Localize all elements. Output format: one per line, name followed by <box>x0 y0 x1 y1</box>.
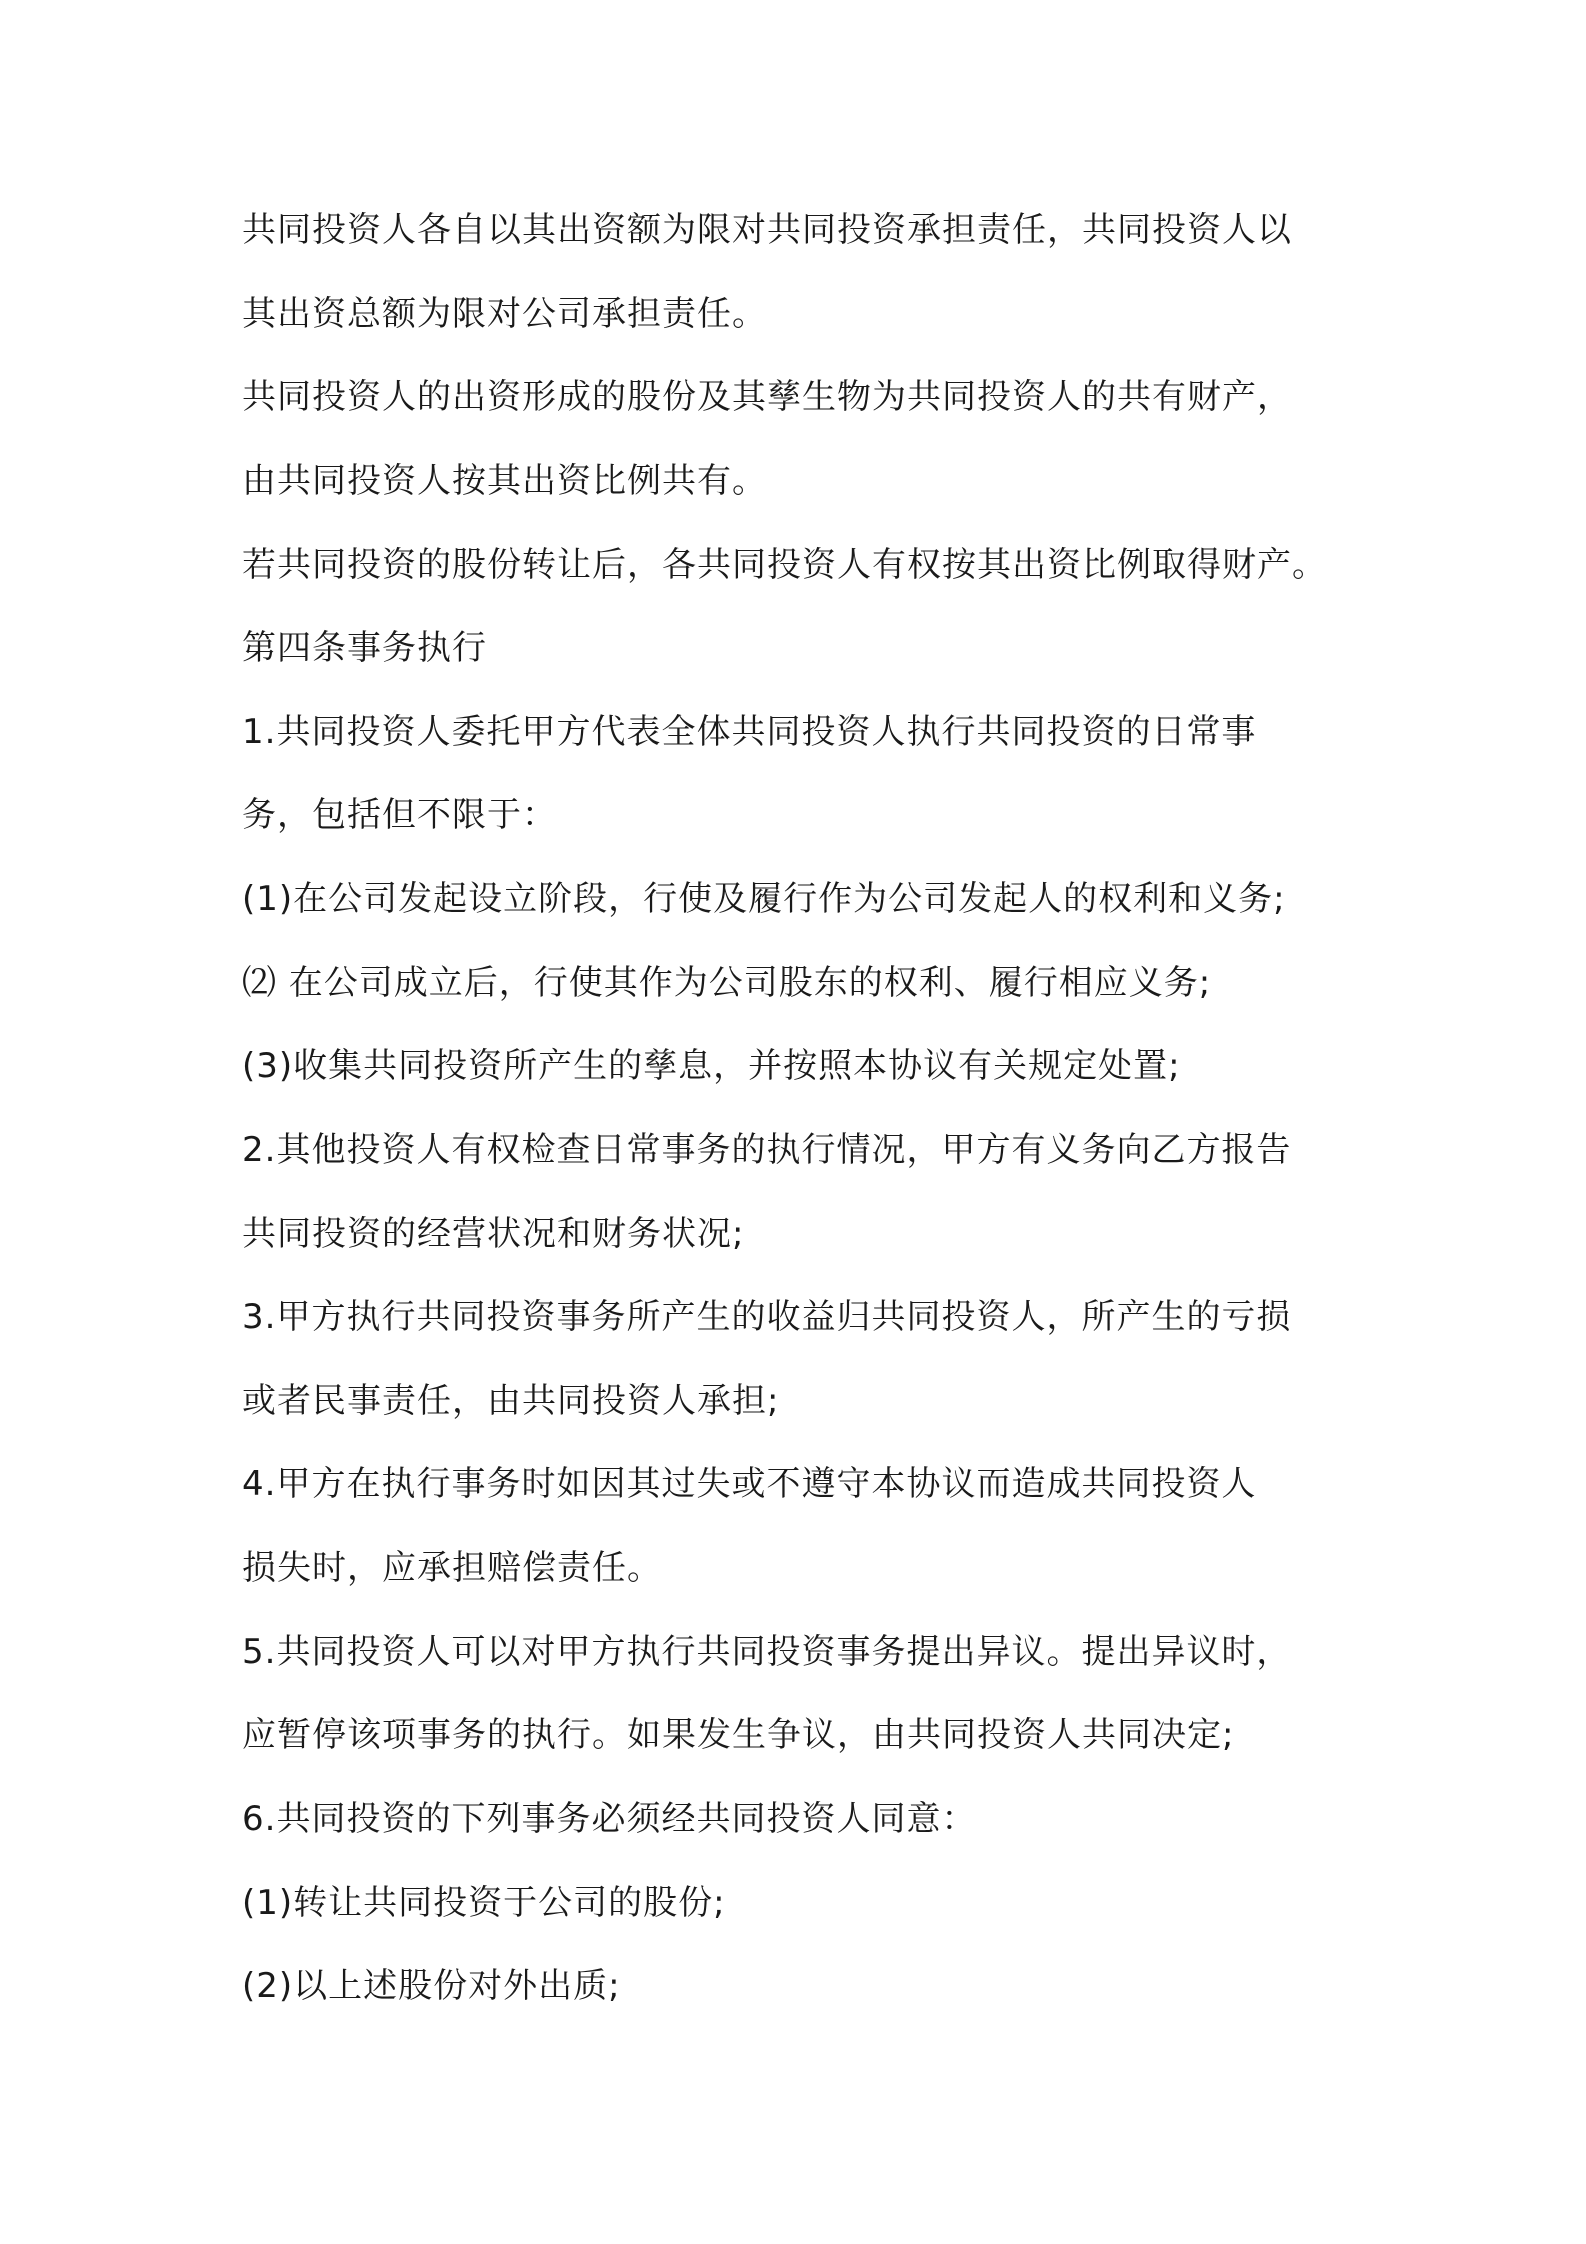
text-line: 共同投资人的出资形成的股份及其孳生物为共同投资人的共有财产， <box>242 377 1292 417</box>
text-line: 由共同投资人按其出资比例共有。 <box>242 461 767 501</box>
text-line: (1)在公司发起设立阶段，行使及履行作为公司发起人的权利和义务; <box>242 879 1286 919</box>
text-line: 4.甲方在执行事务时如因其过失或不遵守本协议而造成共同投资人 <box>242 1464 1257 1504</box>
text-line: 5.共同投资人可以对甲方执行共同投资事务提出异议。提出异议时， <box>242 1632 1292 1672</box>
text-line: 2.其他投资人有权检查日常事务的执行情况，甲方有义务向乙方报告 <box>242 1130 1292 1170</box>
text-line: 共同投资人各自以其出资额为限对共同投资承担责任，共同投资人以 <box>242 210 1292 250</box>
text-line: 1.共同投资人委托甲方代表全体共同投资人执行共同投资的日常事 <box>242 712 1257 752</box>
text-line: 或者民事责任，由共同投资人承担; <box>242 1381 780 1421</box>
text-line: (1)转让共同投资于公司的股份; <box>242 1883 726 1923</box>
text-line: 其出资总额为限对公司承担责任。 <box>242 294 767 334</box>
text-line: 6.共同投资的下列事务必须经共同投资人同意： <box>242 1799 977 1839</box>
text-line: 若共同投资的股份转让后，各共同投资人有权按其出资比例取得财产。 <box>242 545 1327 585</box>
text-line: 共同投资的经营状况和财务状况; <box>242 1214 745 1254</box>
text-line: (2)以上述股份对外出质; <box>242 1966 621 2006</box>
section-heading: 第四条事务执行 <box>242 628 487 668</box>
text-line: (3)收集共同投资所产生的孳息，并按照本协议有关规定处置; <box>242 1046 1181 1086</box>
text-line: 损失时，应承担赔偿责任。 <box>242 1548 662 1588</box>
text-line: 应暂停该项事务的执行。如果发生争议，由共同投资人共同决定; <box>242 1715 1235 1755</box>
text-line: 务，包括但不限于： <box>242 795 557 835</box>
text-line: 3.甲方执行共同投资事务所产生的收益归共同投资人，所产生的亏损 <box>242 1297 1292 1337</box>
text-line: ⑵ 在公司成立后，行使其作为公司股东的权利、履行相应义务; <box>242 963 1212 1003</box>
